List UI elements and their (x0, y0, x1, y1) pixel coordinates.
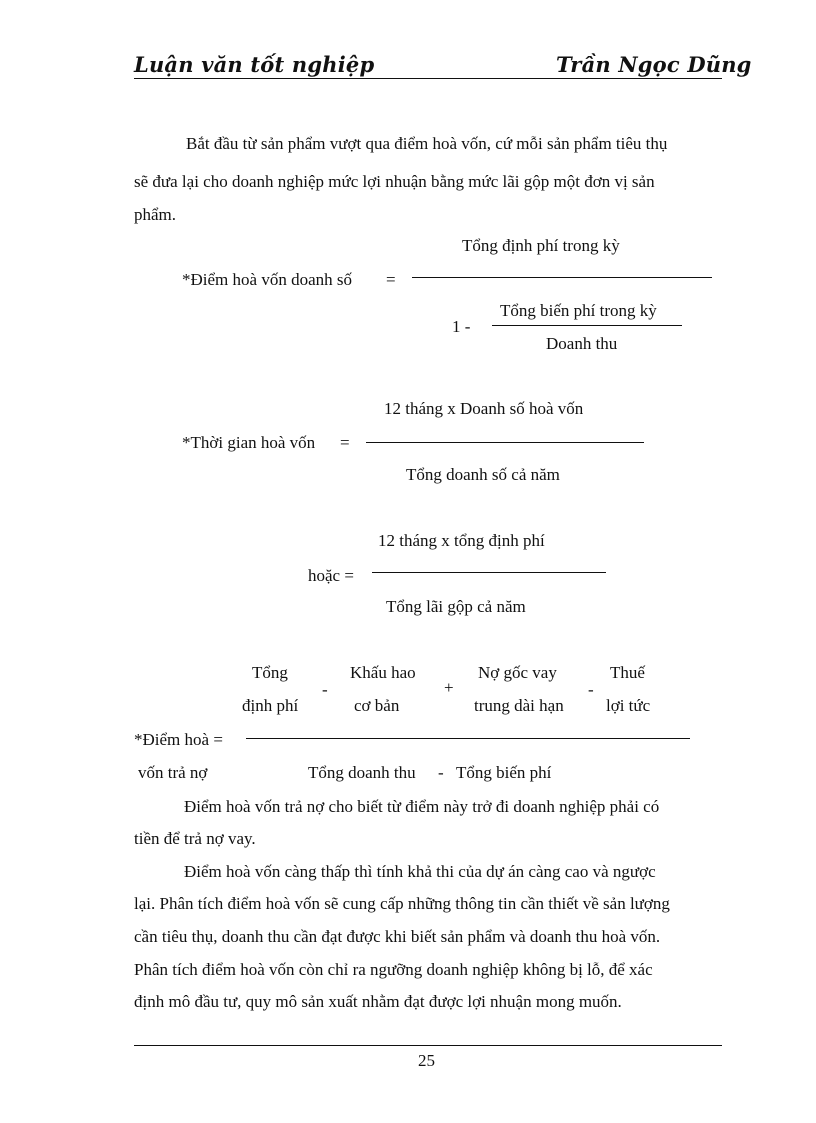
formula-time-alt-denominator: Tổng lãi gộp cả năm (386, 597, 526, 616)
paragraph-1-line-1: Điểm hoà vốn trả nợ cho biết từ điểm này trở đi doanh nghiệp phải có (184, 797, 660, 816)
debt-term-3-line-2: trung dài hạn (474, 696, 564, 715)
debt-operator-3: - (588, 680, 594, 699)
debt-label-line-1: *Điểm hoà = (134, 730, 223, 749)
footer-rule (134, 1045, 722, 1046)
formula-revenue-fraction-bar (412, 277, 712, 278)
formula-time-label: *Thời gian hoà vốn (182, 433, 316, 452)
formula-revenue-inner-denominator: Doanh thu (546, 334, 618, 353)
header-rule (134, 78, 722, 79)
formula-time-denominator: Tổng doanh số cả năm (406, 465, 560, 484)
formula-revenue-one-minus: 1 - (452, 317, 471, 336)
paragraph-2-line-4: Phân tích điểm hoà vốn còn chỉ ra ngưỡng doanh nghiệp không bị lỗ, để xác (134, 960, 653, 979)
debt-term-2-line-1: Khấu hao (350, 663, 416, 682)
header-left-title: Luận văn tốt nghiệp (134, 52, 375, 77)
intro-line-2: sẽ đưa lại cho doanh nghiệp mức lợi nhuận bằng mức lãi gộp một đơn vị sản (134, 172, 655, 191)
debt-term-4-line-2: lợi tức (606, 696, 651, 715)
paragraph-1-line-2: tiền để trả nợ vay. (134, 829, 256, 848)
debt-denominator-left: Tổng doanh thu (308, 763, 416, 782)
formula-time-fraction-bar (366, 442, 644, 443)
debt-fraction-bar (246, 738, 690, 739)
formula-time-alt-numerator: 12 tháng x tổng định phí (378, 531, 545, 550)
formula-revenue-equals: = (386, 270, 396, 289)
paragraph-2-line-3: cần tiêu thụ, doanh thu cần đạt được khi biết sản phẩm và doanh thu hoà vốn. (134, 927, 661, 946)
page-number: 25 (418, 1051, 435, 1070)
formula-revenue-numerator: Tổng định phí trong kỳ (462, 236, 620, 255)
formula-time-equals: = (340, 433, 350, 452)
formula-revenue-inner-numerator: Tổng biến phí trong kỳ (500, 301, 657, 320)
formula-revenue-inner-fraction-bar (492, 325, 682, 326)
paragraph-2-line-1: Điểm hoà vốn càng thấp thì tính khả thi của dự án càng cao và ngược (184, 862, 656, 881)
debt-term-4-line-1: Thuế (610, 663, 645, 682)
intro-line-1: Bắt đầu từ sản phẩm vượt qua điểm hoà vốn, cứ mỗi sản phẩm tiêu thụ (186, 134, 668, 153)
debt-denominator-right: Tổng biến phí (456, 763, 552, 782)
debt-label-line-2: vốn trả nợ (138, 763, 208, 782)
paragraph-2-line-5: định mô đầu tư, quy mô sản xuất nhằm đạt được lợi nhuận mong muốn. (134, 992, 622, 1011)
debt-term-1-line-1: Tổng (252, 663, 288, 682)
header-right-author: Trần Ngọc Dũng (556, 52, 752, 77)
debt-operator-2: + (444, 678, 454, 697)
formula-time-alt-label: hoặc = (308, 566, 354, 585)
paragraph-2-line-2: lại. Phân tích điểm hoà vốn sẽ cung cấp những thông tin cần thiết về sản lượng (134, 894, 670, 913)
debt-term-2-line-2: cơ bản (354, 696, 400, 715)
debt-operator-1: - (322, 680, 328, 699)
debt-term-3-line-1: Nợ gốc vay (478, 663, 557, 682)
debt-denominator-operator: - (438, 763, 444, 782)
formula-time-numerator: 12 tháng x Doanh số hoà vốn (384, 399, 584, 418)
intro-line-3: phẩm. (134, 205, 177, 224)
formula-revenue-label: *Điểm hoà vốn doanh số (182, 270, 352, 289)
debt-term-1-line-2: định phí (242, 696, 299, 715)
formula-time-alt-fraction-bar (372, 572, 606, 573)
